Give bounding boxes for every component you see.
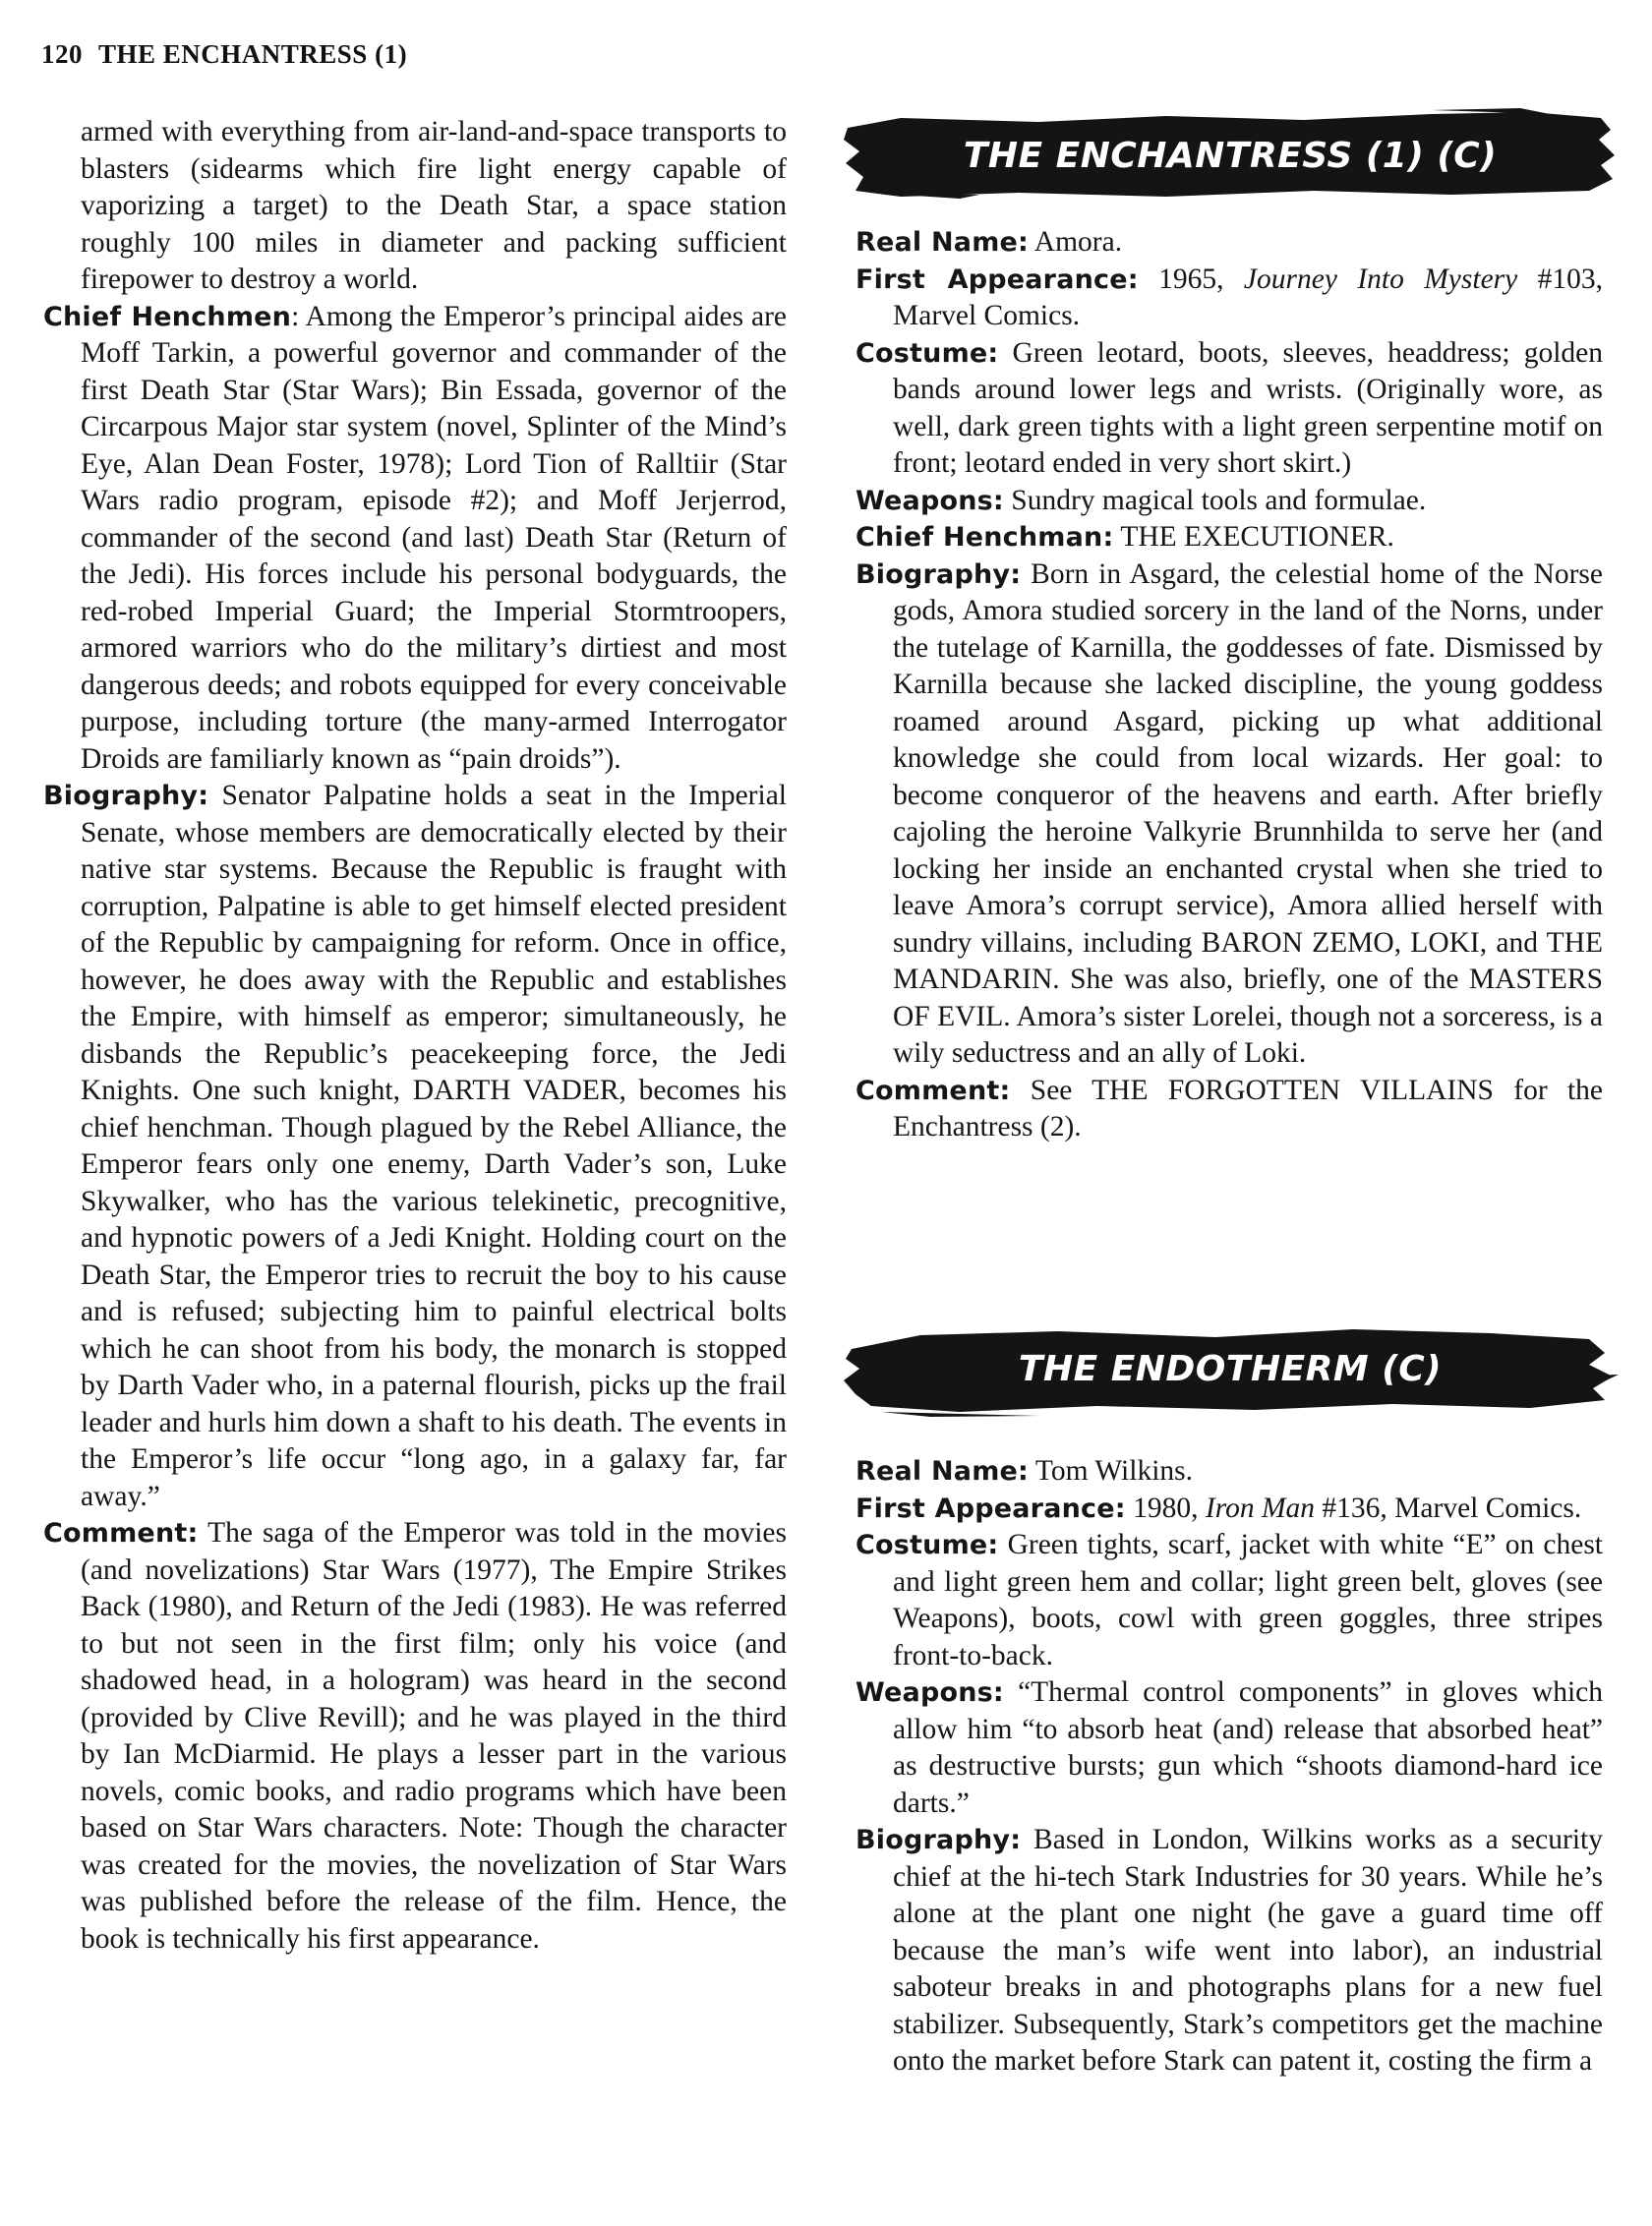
henchman-value: THE EXECUTIONER. [1120,521,1394,553]
biography-label: Biography: [856,558,1022,590]
comment-text: The saga of the Emperor was told in the movies (and novelizations) Star Wars (1977), The Empire Strikes Back (1980), and Return of the Jedi (1983). He was referred to but not seen in the first film; only his voice (and shadowed head, in a hologram) was heard in the second (provided by Clive Revill); and he was played in the third by Ian McDiarmid. He plays a lesser part in the various novels, comic books, and radio programs which have been based on Star Wars characters. Note: Though the character was created for the movies, the novelization of Star Wars was published before the release of the film. Hence, the book is technically his first appearance. [81,1517,788,1955]
chief-henchmen-entry [43,299,787,779]
endotherm-entry [856,1453,1603,2080]
first-appearance-title: Journey Into Mystery [1243,263,1518,295]
costume-row [856,1527,1603,1674]
chief-henchmen-label: Chief Henchmen [43,301,292,332]
running-header [41,39,423,70]
real-name-row [856,224,1603,262]
costume-label: Costume: [856,337,999,369]
comment-label: Comment: [43,1518,199,1549]
endotherm-banner-title: THE ENDOTHERM (C) [1018,1348,1443,1389]
costume-label: Costume: [856,1530,999,1560]
weapons-row [856,483,1603,520]
real-name-value: Amora. [1033,226,1123,258]
first-appearance-year: 1965, [1158,263,1224,295]
weapons-value: Sundry magical tools and formulae. [1011,484,1427,516]
weapons-label: Weapons: [856,485,1004,516]
costume-value: Green tights, scarf, jacket with white “E” on chest and light green hem and collar; light green belt, gloves (see Weapons), boots, cowl with green goggles, three stripes front-to-back. [893,1529,1604,1671]
real-name-label: Real Name: [856,1456,1030,1487]
biography-row [856,556,1603,1073]
biography-label: Biography: [856,1825,1022,1855]
endotherm-banner [842,1319,1619,1418]
comment-row [856,1073,1603,1146]
biography-row [856,1822,1603,2080]
enchantress-entry [856,224,1603,1146]
comment-label: Comment: [856,1075,1011,1106]
weapons-row [856,1674,1603,1822]
henchman-row [856,519,1603,556]
enchantress-banner-title: THE ENCHANTRESS (1) (C) [963,135,1498,176]
henchman-label: Chief Henchman: [856,522,1114,553]
left-column [43,114,787,1958]
first-appearance-row [856,262,1603,335]
biography-value: Born in Asgard, the celestial home of the Norse gods, Amora studied sorcery in the land of the Norns, under the tutelage of Karnilla, the goddesses of fate. Dismissed by Karnilla because she lacked discipline, the young goddess roamed around Asgard, picking up what additional knowledge she could from local wizards. Her goal: to become conqueror of the heavens and earth. After briefly cajoling the heroine Valkyrie Brunnhilda to serve her (and locking her inside an enchanted crystal when she tried to leave Amora’s corrupt service), Amora allied herself with sundry villains, including BARON ZEMO, LOKI, and THE MANDARIN. She was also, briefly, one of the MASTERS OF EVIL. Amora’s sister Lorelei, though not a sorceress, is a wily seductress and an ally of Loki. [893,557,1604,1069]
biography-entry [43,778,787,1515]
first-appearance-rest: #136, Marvel Comics. [1322,1492,1582,1524]
comment-value: See THE FORGOTTEN VILLAINS for the Enchantress (2). [893,1074,1604,1142]
real-name-value: Tom Wilkins. [1034,1455,1193,1487]
comment-entry [43,1515,787,1958]
weapons-value: “Thermal control components” in gloves which allow him “to absorb heat (and) release that absorbed heat” as destructive bursts; gun which “shoots diamond-hard ice darts.” [893,1676,1604,1819]
first-appearance-row [856,1491,1603,1528]
biography-text: Senator Palpatine holds a seat in the Imperial Senate, whose members are democratically elected by their native star systems. Because the Republic is fraught with corruption, Palpatine is able to get himself elected president of the Republic by campaigning for reform. Once in office, however, he does away with the Republic and establishes the Empire, with himself as emperor; simultaneously, he disbands the Republic’s peacekeeping force, the Jedi Knights. One such knight, DARTH VADER, becomes his chief henchman. Though plagued by the Rebel Alliance, the Emperor fears only one enemy, Darth Vader’s son, Luke Skywalker, who has the various telekinetic, precognitive, and hypnotic powers of a Jedi Knight. Holding court on the Death Star, the Emperor tries to recruit the boy to his cause and is refused; subjecting him to painful electrical bolts which he can shoot from his body, the monarch is stopped by Darth Vader who, in a paternal flourish, picks up the frail leader and hurls him down a shaft to his death. The events in the Emperor’s life occur “long ago, in a galaxy far, far away.” [81,780,787,1512]
costume-value: Green leotard, boots, sleeves, headdress; golden bands around lower legs and wrists. (Originally wore, as well, dark green tights with a light green serpentine motif on front; leotard ended in very short skirt.) [893,336,1603,479]
first-appearance-title: Iron Man [1205,1492,1316,1524]
first-appearance-rest: #103, Marvel Comics. [893,263,1604,331]
enchantress-banner [842,108,1619,203]
running-title: THE ENCHANTRESS (1) [98,39,408,69]
first-appearance-label: First Appearance: [856,1493,1126,1524]
chief-henchmen-text: : Among the Emperor’s principal aides are Moff Tarkin, a powerful governor and commander of the first Death Star (Star Wars); Bin Essada, governor of the Circarpous Major star system (novel, Splinter of the Mind’s Eye, Alan Dean Foster, 1978); Lord Tion of Ralltiir (Star Wars radio program, episode #2); and Moff Jerjerrod, commander of the second (and last) Death Star (Return of the Jedi). His forces include his personal bodyguards, the red-robed Imperial Guard; the Imperial Stormtroopers, armored warriors who do the military’s dirtiest and most dangerous deeds; and robots equipped for every conceivable purpose, including torture (the many-armed Interrogator Droids are familiarly known as “pain droids”). [81,300,787,775]
biography-label: Biography: [43,781,209,811]
weapons-label: Weapons: [856,1677,1004,1708]
costume-row [856,335,1603,483]
page-number: 120 [41,39,83,69]
intro-paragraph: armed with everything from air-land-and-space transports to blasters (sidearms which fire light energy capable of vaporizing a target) to the Death Star, a space station roughly 100 miles in diameter and packing sufficient firepower to destroy a world. [81,116,787,295]
real-name-row [856,1453,1603,1491]
first-appearance-label: First Appearance: [856,264,1139,295]
biography-value: Based in London, Wilkins works as a security chief at the hi-tech Stark Industries for 30 years. While he’s alone at the plant one night (he gave a guard time off because the man’s wife went into labor), an industrial saboteur breaks in and photographs plans for a new fuel stabilizer. Subsequently, Stark’s competitors get the machine onto the market before Stark can patent it, costing the firm a [893,1824,1603,2077]
first-appearance-year: 1980, [1133,1492,1199,1524]
real-name-label: Real Name: [856,227,1030,258]
